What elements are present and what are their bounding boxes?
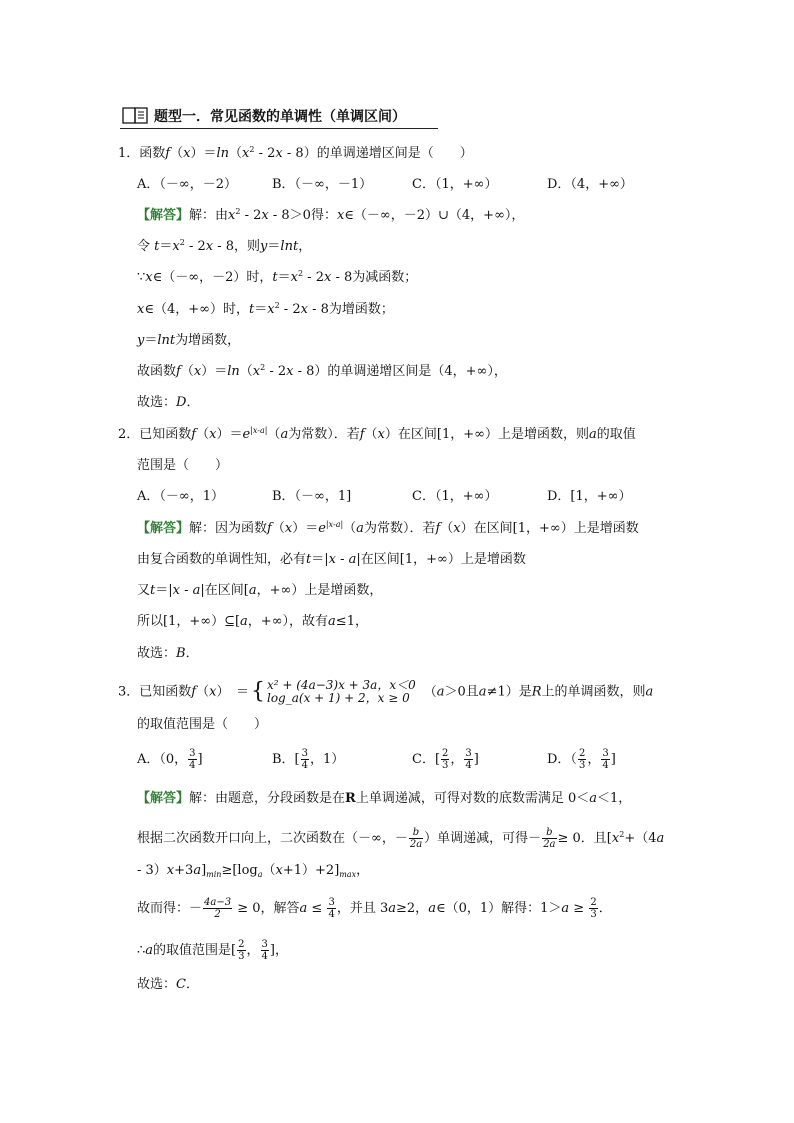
q3-option-a[interactable]: A．（0， $\frac{3}{4}$ ]	[137, 748, 203, 771]
q3-solution-line-4: 故而得：－ $\frac{4a-3}{2}$ ≥ 0，解答a ≤ $\frac{3}{4}$ ，并且 3a≥2，a∈（0，1）解得：1＞a ≥ $\frac{2}{3}$ ．	[137, 897, 612, 920]
q2-option-d[interactable]: D．[1，+∞）	[547, 489, 632, 504]
q1-option-a[interactable]: A．（－∞，－2）	[137, 177, 237, 192]
q2-solution-line-3: 又t＝|x - a|在区间[a，+∞）上是增函数，	[137, 583, 383, 598]
q3-solution-line-5: ∴a的取值范围是[ $\frac{2}{3}$ ， $\frac{3}{4}$ ]，	[137, 939, 288, 962]
q3-solution-line-3: - $3)x+3a]_{min}\ge[\log_a(x+1)+2]_{max}$，	[137, 863, 370, 879]
q3-solution-line-6: 故选：C．	[137, 977, 199, 992]
q1-solution-line-1: 【解答】解：由$x^2 - 2x - 8>0$得：x∈（－∞，－2）∪（4，+∞），	[137, 207, 525, 223]
section-heading	[120, 104, 438, 129]
question-1-stem: 1．函数$f(x)=\ln(x^2 - 2x - 8)$的单调递增区间是（ ）	[118, 145, 473, 161]
q3-solution-line-1: 【解答】解：由题意，分段函数是在R上单调递减，可得对数的底数需满足 0＜a＜1，	[137, 791, 632, 806]
book-icon	[122, 105, 150, 125]
q2-option-b[interactable]: B．（－∞，1]	[272, 489, 352, 504]
question-3-stem: 3．已知函数f（x） ＝{ x² + (4a−3)x + 3a，x＜0 log_a(x + 1) + 2，x ≥ 0 （a＞0且a≠1）是R上的单调函数，则a	[118, 678, 654, 705]
q1-option-d[interactable]: D．（4，+∞）	[547, 177, 633, 192]
q1-solution-line-2: 令 $t=x^2 - 2x - 8$，则y＝lnt，	[137, 238, 312, 254]
q2-solution-line-4: 所以[1，+∞）⊆[a，+∞），故有a≤1，	[137, 614, 368, 629]
q1-solution-line-3: ∵x∈（－∞，－2）时，$t=x^2 - 2x - 8$为减函数；	[137, 269, 418, 285]
q1-option-c[interactable]: C．（1，+∞）	[412, 177, 498, 192]
q2-solution-line-1: 【解答】解：因为函数$f(x)=e^{|x-a|}(a$为常数）．若f（x）在区间[1，+∞）上是增函数	[137, 520, 639, 536]
q1-solution-line-6: 故函数$f(x)=\ln(x^2 - 2x - 8)$的单调递增区间是（4，+∞），	[137, 363, 507, 379]
q1-solution-line-4: x∈（4，+∞）时，$t=x^2 - 2x - 8$为增函数；	[137, 301, 394, 317]
question-2-stem: 2．已知函数$f(x)=e^{|x-a|}(a$为常数）．若f（x）在区间[1，+∞）上是增函数，则a的取值	[118, 426, 636, 442]
section-title: 题型一．常见函数的单调性（单调区间）	[154, 109, 406, 125]
q1-solution-line-5: y＝lnt为增函数，	[137, 333, 241, 348]
piecewise-cases: x² + (4a−3)x + 3a，x＜0 log_a(x + 1) + 2，x ≥ 0	[266, 678, 416, 705]
q3-option-b[interactable]: B．[ $\frac{3}{4}$ ，1）	[272, 748, 345, 771]
question-3-stem-cont: 的取值范围是（ ）	[137, 717, 268, 732]
question-2-stem-cont: 范围是（ ）	[137, 458, 229, 473]
q3-option-c[interactable]: C．[ $\frac{2}{3}$ ， $\frac{3}{4}$ ]	[412, 748, 479, 771]
q2-solution-line-2: 由复合函数的单调性知，必有t＝|x - a|在区间[1，+∞）上是增函数	[137, 552, 526, 567]
q3-option-d[interactable]: D．（ $\frac{2}{3}$ ， $\frac{3}{4}$ ]	[547, 748, 616, 771]
q3-solution-line-2: 根据二次函数开口向上，二次函数在（－∞，－ $\frac{b}{2a}$ ）单调递减，可得－ $\frac{b}{2a}$ ≥ 0．且[$x^2+(4a$	[137, 827, 665, 850]
q1-option-b[interactable]: B．（－∞，－1）	[272, 177, 373, 192]
q2-option-a[interactable]: A．（－∞，1）	[137, 489, 224, 504]
q1-solution-line-7: 故选：D．	[137, 395, 200, 410]
q2-option-c[interactable]: C．（1，+∞）	[412, 489, 498, 504]
q2-solution-line-5: 故选：B．	[137, 646, 199, 661]
